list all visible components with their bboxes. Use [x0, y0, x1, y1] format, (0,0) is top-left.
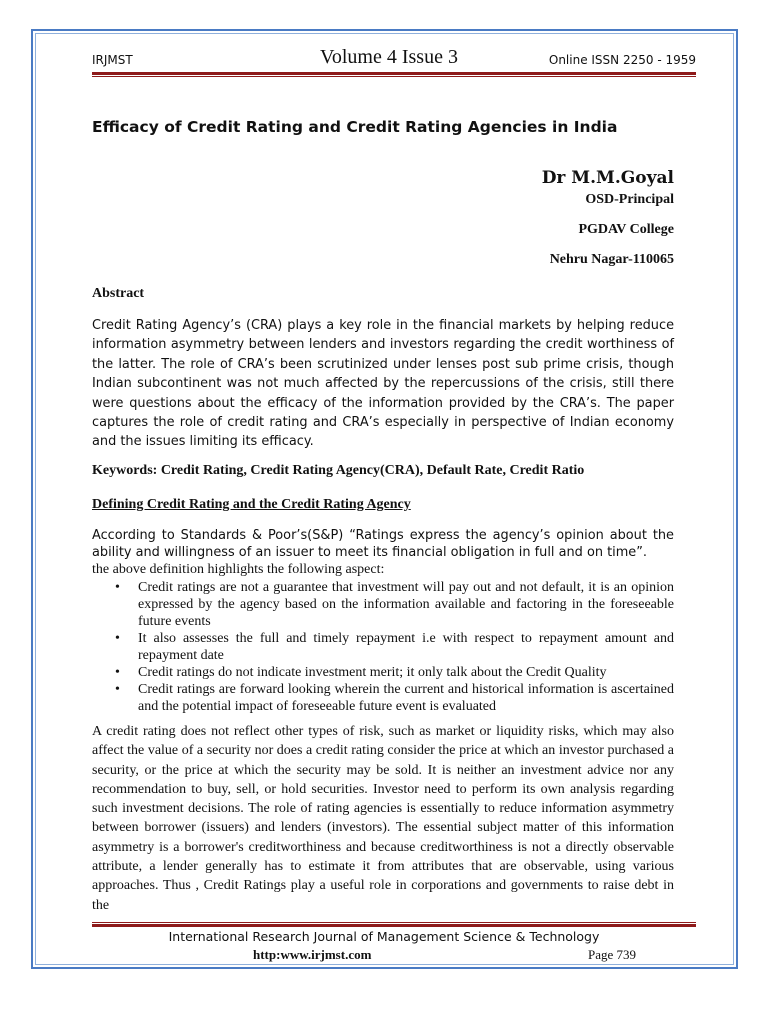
- list-item: • Credit ratings are forward looking wherein the current and historical information is ascertained and the potential impact of foreseeable future event is evaluated: [92, 681, 674, 715]
- author-name: Dr M.M.Goyal: [541, 168, 674, 188]
- paper-title: Efficacy of Credit Rating and Credit Rating Agencies in India: [92, 118, 618, 136]
- author-address: Nehru Nagar-110065: [549, 252, 674, 267]
- issn: Online ISSN 2250 - 1959: [548, 53, 696, 67]
- body-text: A credit rating does not reflect other types of risk, such as market or liquidity risks, which may also affect the value of a security nor does a credit rating consider the price at which an investor purchased a security, or the price at which the security may be sold. It is neither an investment advice nor any recommendation to buy, sell, or hold securities. Investor need to perform its own analysis regarding such investment decisions. The role of rating agencies is essentially to reduce information asymmetry between borrower (issuers) and lenders (investors). The essential subject matter of this information asymmetry is a borrower's creditworthiness and because creditworthiness is not a directly observable attribute, a lender generally has to estimate it from attributes that are observable, using various approaches. Thus , Credit Ratings play a useful role in corporations and governments to raise debt in the: [92, 724, 674, 913]
- list-item: • Credit ratings are not a guarantee that investment will pay out and not default, it is an opinion expressed by the agency based on the information available and factoring in the foreseeable future events: [92, 579, 674, 630]
- list-item: • It also assesses the full and timely repayment i.e with respect to repayment amount and repayment date: [92, 630, 674, 664]
- header-rule: [92, 72, 696, 77]
- running-header: [92, 44, 696, 70]
- page-number: Page 739: [587, 947, 636, 962]
- definition-intro: the above definition highlights the following aspect:: [92, 562, 385, 577]
- footer-url[interactable]: http:www.irjmst.com: [253, 947, 372, 962]
- journal-abbrev: IRJMST: [92, 53, 133, 67]
- abstract-text: Credit Rating Agency’s (CRA) plays a key role in the financial markets by helping reduce information asymmetry between lenders and investors regarding the credit worthiness of the latter. The role of CRA’s been scrutinized under lenses post sub prime crisis, though Indian subcontinent was not much affected by the repercussions of the crisis, still there were questions about the efficacy of the information provided by the CRA’s. The paper captures the role of credit rating and CRA’s especially in perspective of Indian economy and the issues limiting its efficacy.: [92, 318, 674, 450]
- footer-journal: International Research Journal of Management Science & Technology: [168, 929, 600, 944]
- sp-quote: According to Standards & Poor’s(S&P) “Ratings express the agency’s opinion about the ability and willingness of an issuer to meet its financial obligation in full and on time”.: [92, 528, 674, 560]
- author-college: PGDAV College: [578, 222, 674, 237]
- aspect-list: [92, 579, 674, 715]
- keywords: Keywords: Credit Rating, Credit Rating Agency(CRA), Default Rate, Credit Ratio: [92, 463, 585, 478]
- section-heading: Defining Credit Rating and the Credit Rating Agency: [92, 497, 411, 512]
- volume-issue: Volume 4 Issue 3: [320, 46, 458, 68]
- list-item: • Credit ratings do not indicate investment merit; it only talk about the Credit Quality: [92, 664, 674, 681]
- abstract-heading: Abstract: [92, 286, 145, 301]
- author-block: [542, 168, 674, 268]
- footer-rule: [92, 922, 696, 927]
- author-position: OSD-Principal: [585, 192, 674, 207]
